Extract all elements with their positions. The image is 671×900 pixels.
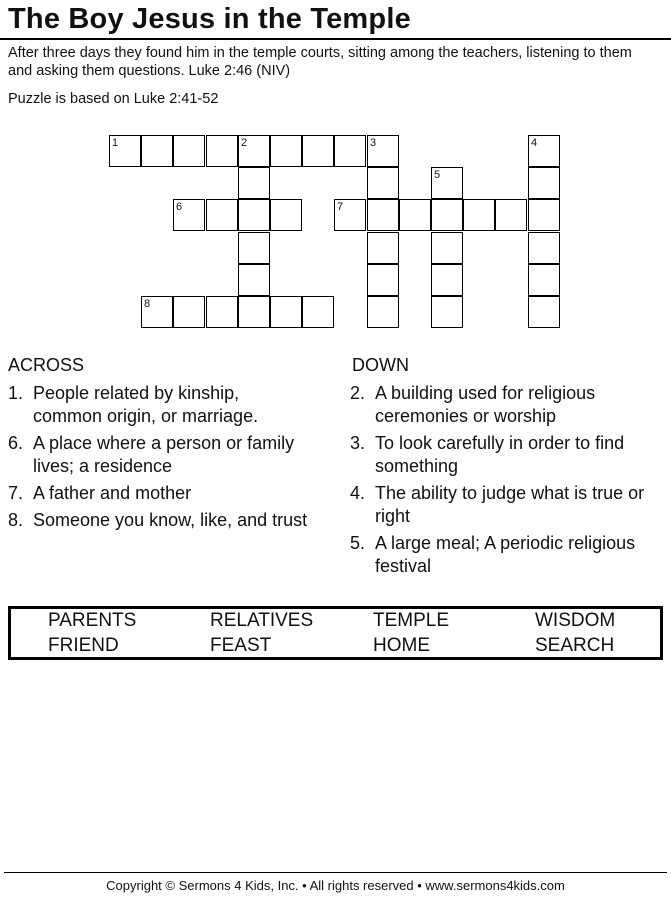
- footer-divider: [4, 872, 667, 873]
- clue-number-label: 7: [337, 201, 344, 213]
- grid-cell[interactable]: [431, 296, 463, 328]
- grid-cell[interactable]: [334, 135, 366, 167]
- grid-cell[interactable]: [367, 264, 399, 296]
- clue-number-label: 4: [531, 137, 538, 149]
- grid-cell[interactable]: [302, 135, 334, 167]
- grid-cell[interactable]: [528, 264, 560, 296]
- down-clue-list: [350, 382, 660, 582]
- grid-cell[interactable]: [238, 135, 270, 167]
- word-bank-item: TEMPLE: [373, 610, 450, 631]
- word-bank-item: WISDOM: [535, 610, 616, 631]
- grid-cell[interactable]: [302, 296, 334, 328]
- word-bank-item: HOME: [373, 635, 430, 656]
- scripture-verse: After three days they found him in the temple courts, sitting among the teachers, listening to them and asking them questions. Luke 2:46 (NIV): [8, 45, 632, 79]
- grid-cell[interactable]: [528, 296, 560, 328]
- grid-cell[interactable]: [399, 199, 431, 231]
- crossword-grid: [0, 0, 671, 340]
- grid-cell[interactable]: [141, 296, 173, 328]
- grid-cell[interactable]: [238, 167, 270, 199]
- grid-cell[interactable]: [463, 199, 495, 231]
- grid-cell[interactable]: [270, 199, 302, 231]
- clue-number: 3.: [350, 433, 366, 453]
- word-bank-item: FEAST: [210, 635, 272, 656]
- grid-cell[interactable]: [528, 199, 560, 231]
- copyright-footer: Copyright © Sermons 4 Kids, Inc. • All rights reserved • www.sermons4kids.com: [106, 878, 565, 893]
- grid-cell[interactable]: [238, 199, 270, 231]
- word-bank-item: FRIEND: [48, 635, 119, 656]
- across-clue: [8, 432, 308, 478]
- grid-cell[interactable]: [109, 135, 141, 167]
- grid-cell[interactable]: [528, 135, 560, 167]
- across-clue-list: [8, 382, 308, 536]
- word-bank-item: PARENTS: [48, 610, 137, 631]
- across-clue: [8, 382, 308, 428]
- grid-cell[interactable]: [173, 199, 205, 231]
- grid-cell[interactable]: [270, 135, 302, 167]
- clue-text: A building used for religious ceremonies or worship: [375, 383, 596, 426]
- grid-cell[interactable]: [206, 296, 238, 328]
- clue-text: Someone you know, like, and trust: [33, 510, 308, 530]
- grid-cell[interactable]: [238, 232, 270, 264]
- down-clue: [350, 432, 660, 478]
- grid-cell[interactable]: [495, 199, 527, 231]
- grid-cell[interactable]: [528, 232, 560, 264]
- clue-number-label: 2: [241, 137, 248, 149]
- word-bank-item: RELATIVES: [210, 610, 314, 631]
- clue-number-label: 1: [112, 137, 119, 149]
- clue-text: To look carefully in order to find something: [375, 433, 625, 476]
- grid-cell[interactable]: [206, 135, 238, 167]
- across-heading: ACROSS: [8, 355, 85, 375]
- page-title: The Boy Jesus in the Temple: [8, 3, 411, 35]
- across-clue: [8, 509, 308, 532]
- grid-cell[interactable]: [367, 232, 399, 264]
- clue-number: 6.: [8, 433, 24, 453]
- grid-cell[interactable]: [367, 167, 399, 199]
- clue-number-label: 5: [434, 169, 441, 181]
- grid-cell[interactable]: [270, 296, 302, 328]
- grid-cell[interactable]: [334, 199, 366, 231]
- grid-cell[interactable]: [528, 167, 560, 199]
- clue-number: 1.: [8, 383, 24, 403]
- clue-text: A father and mother: [33, 483, 192, 503]
- clue-number: 7.: [8, 483, 24, 503]
- down-clue: [350, 482, 660, 528]
- clue-number-label: 8: [144, 298, 151, 310]
- down-heading: DOWN: [352, 355, 409, 375]
- clue-number: 8.: [8, 510, 24, 530]
- grid-cell[interactable]: [431, 199, 463, 231]
- down-clue: [350, 382, 660, 428]
- grid-cell[interactable]: [367, 296, 399, 328]
- grid-cell[interactable]: [367, 135, 399, 167]
- clue-text: A place where a person or family lives; a residence: [33, 433, 295, 476]
- clue-number: 4.: [350, 483, 366, 503]
- grid-cell[interactable]: [367, 199, 399, 231]
- grid-cell[interactable]: [431, 264, 463, 296]
- clue-number: 5.: [350, 533, 366, 553]
- grid-cell[interactable]: [431, 232, 463, 264]
- clue-text: People related by kinship, common origin, or marriage.: [33, 383, 259, 426]
- grid-cell[interactable]: [141, 135, 173, 167]
- grid-cell[interactable]: [173, 296, 205, 328]
- down-clue: [350, 532, 660, 578]
- clue-number: 2.: [350, 383, 366, 403]
- clue-number-label: 6: [176, 201, 183, 213]
- clue-text: A large meal; A periodic religious festival: [375, 533, 636, 576]
- grid-cell[interactable]: [431, 167, 463, 199]
- grid-cell[interactable]: [238, 296, 270, 328]
- word-bank: [8, 606, 663, 660]
- grid-cell[interactable]: [173, 135, 205, 167]
- clue-number-label: 3: [370, 137, 377, 149]
- puzzle-source: Puzzle is based on Luke 2:41-52: [8, 91, 219, 107]
- clue-text: The ability to judge what is true or right: [375, 483, 645, 526]
- grid-cell[interactable]: [238, 264, 270, 296]
- across-clue: [8, 482, 308, 505]
- word-bank-item: SEARCH: [535, 635, 615, 656]
- grid-cell[interactable]: [206, 199, 238, 231]
